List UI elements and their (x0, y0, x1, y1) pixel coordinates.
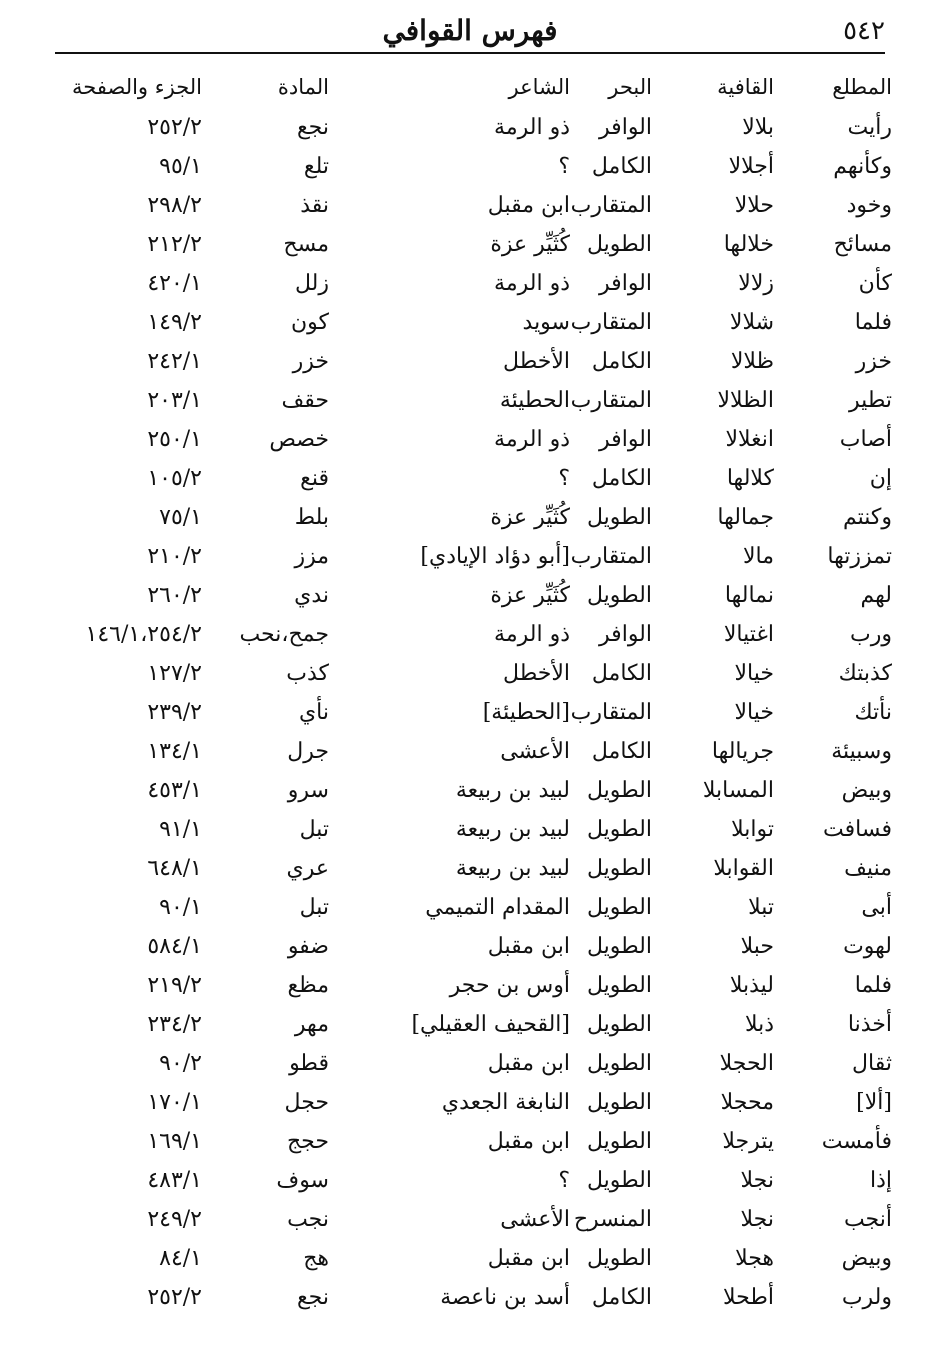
table-row (52, 849, 892, 888)
cell-opening: ولرب (841, 1285, 892, 1310)
cell-poet: الأخطل (503, 661, 570, 686)
cell-meter: الطويل (586, 973, 652, 998)
cell-ref: ٤٨٣/١ (147, 1168, 202, 1193)
cell-root: ندي (294, 583, 329, 608)
cell-poet: ذو الرمة (494, 115, 570, 140)
table-row (52, 810, 892, 849)
cell-opening: كذبتك (838, 661, 892, 686)
cell-rhyme: ذبلا (744, 1012, 774, 1037)
cell-poet: ؟ (558, 466, 570, 491)
cell-meter: الطويل (586, 1246, 652, 1271)
cell-rhyme: جمالها (717, 505, 774, 530)
cell-root: جرل (287, 739, 329, 764)
table-row (52, 1083, 892, 1122)
cell-poet: ذو الرمة (494, 271, 570, 296)
cell-opening: [ألا] (856, 1090, 892, 1115)
table-header-row (52, 66, 892, 108)
cell-root: نجب (287, 1207, 329, 1232)
cell-meter: الطويل (586, 1051, 652, 1076)
cell-ref: ٢١٠/٢ (147, 544, 202, 569)
cell-poet: ؟ (558, 154, 570, 179)
cell-rhyme: المسابلا (702, 778, 774, 803)
cell-ref: ٢١٩/٢ (147, 973, 202, 998)
cell-meter: المتقارب (570, 700, 652, 725)
cell-poet: سويد (522, 310, 570, 335)
cell-root: تبل (299, 817, 329, 842)
cell-ref: ١٢٧/٢ (147, 661, 202, 686)
cell-meter: الوافر (599, 271, 652, 296)
cell-ref: ١٦٩/١ (147, 1129, 202, 1154)
cell-rhyme: بلالا (742, 115, 774, 140)
cell-opening: لهوت (843, 934, 892, 959)
header-opening: المطلع (832, 75, 892, 99)
table-row (52, 615, 892, 654)
table-row (52, 342, 892, 381)
cell-opening: كأن (858, 271, 892, 296)
cell-opening: فأمست (821, 1129, 892, 1154)
cell-meter: الطويل (586, 778, 652, 803)
cell-root: هج (303, 1246, 329, 1271)
cell-opening: إن (869, 466, 892, 491)
cell-root: خصص (269, 427, 329, 452)
cell-rhyme: حبلا (740, 934, 774, 959)
cell-rhyme: خيالا (734, 661, 774, 686)
cell-root: نأي (298, 700, 329, 725)
cell-ref: ٩٠/٢ (159, 1051, 202, 1076)
cell-rhyme: مالا (742, 544, 774, 569)
table-row (52, 1278, 892, 1317)
cell-opening: فلما (854, 310, 892, 335)
cell-ref: ١٣٤/١ (147, 739, 202, 764)
cell-poet: ذو الرمة (494, 622, 570, 647)
table-row (52, 381, 892, 420)
cell-opening: أبى (861, 895, 892, 920)
cell-root: نجع (296, 115, 329, 140)
cell-ref: ٩٠/١ (159, 895, 202, 920)
cell-meter: الكامل (591, 349, 652, 374)
cell-meter: المتقارب (570, 193, 652, 218)
cell-poet: لبيد بن ربيعة (455, 817, 570, 842)
cell-rhyme: ظلالا (730, 349, 774, 374)
cell-poet: ؟ (558, 1168, 570, 1193)
cell-rhyme: خلالها (723, 232, 774, 257)
cell-ref: ٢٩٨/٢ (147, 193, 202, 218)
cell-root: تلع (303, 154, 329, 179)
cell-root: حقف (281, 388, 329, 413)
cell-root: حجل (284, 1090, 329, 1115)
table-row (52, 1200, 892, 1239)
cell-root: مظع (287, 973, 329, 998)
cell-rhyme: هجلا (735, 1246, 774, 1271)
cell-rhyme: نجلا (740, 1207, 774, 1232)
cell-poet: [القحيف العقيلي] (411, 1012, 570, 1037)
cell-meter: الطويل (586, 232, 652, 257)
cell-root: قطو (289, 1051, 329, 1076)
table-row (52, 966, 892, 1005)
cell-ref: ١٤٦/١،٢٥٤/٢ (85, 622, 202, 647)
table-row (52, 420, 892, 459)
cell-opening: ثقال (852, 1051, 892, 1076)
cell-rhyme: أطحلا (723, 1285, 774, 1310)
cell-rhyme: تبلا (748, 895, 774, 920)
cell-meter: المتقارب (570, 544, 652, 569)
cell-poet: ابن مقبل (487, 193, 570, 218)
table-row (52, 147, 892, 186)
cell-meter: المنسرح (573, 1207, 652, 1232)
cell-meter: الطويل (586, 1012, 652, 1037)
cell-poet: الأخطل (503, 349, 570, 374)
table-row (52, 1044, 892, 1083)
cell-meter: الطويل (586, 817, 652, 842)
cell-opening: تطير (849, 388, 892, 413)
cell-meter: الطويل (586, 1168, 652, 1193)
cell-ref: ٨٤/١ (159, 1246, 202, 1271)
cell-meter: الوافر (599, 115, 652, 140)
cell-root: قنع (300, 466, 329, 491)
table-row (52, 732, 892, 771)
header-poet: الشاعر (508, 75, 570, 99)
cell-rhyme: حلالا (734, 193, 774, 218)
table-row (52, 1122, 892, 1161)
table-row (52, 888, 892, 927)
cell-root: سرو (287, 778, 329, 803)
cell-ref: ٢٦٠/٢ (147, 583, 202, 608)
table-row (52, 576, 892, 615)
cell-rhyme: جريالها (711, 739, 774, 764)
table-row (52, 537, 892, 576)
cell-ref: ٧٥/١ (159, 505, 202, 530)
cell-opening: فسافت (823, 817, 892, 842)
table-body (52, 108, 892, 1317)
cell-opening: مسائح (833, 232, 892, 257)
table-row (52, 693, 892, 732)
cell-ref: ٢١٢/٢ (147, 232, 202, 257)
cell-root: بلط (294, 505, 329, 530)
cell-ref: ٢٤٩/٢ (147, 1207, 202, 1232)
cell-meter: الطويل (586, 895, 652, 920)
cell-opening: وبيض (841, 778, 892, 803)
cell-meter: الوافر (599, 622, 652, 647)
cell-poet: [أبو دؤاد الإيادي] (420, 544, 570, 569)
cell-ref: ٢٠٣/١ (147, 388, 202, 413)
cell-rhyme: الظلالا (717, 388, 774, 413)
cell-opening: نأتك (854, 700, 892, 725)
cell-poet: ابن مقبل (487, 1129, 570, 1154)
cell-meter: الكامل (591, 466, 652, 491)
cell-ref: ٢٥٠/١ (147, 427, 202, 452)
table-row (52, 108, 892, 147)
cell-poet: الأعشى (500, 739, 570, 764)
cell-poet: لبيد بن ربيعة (455, 856, 570, 881)
cell-poet: المقدام التميمي (425, 895, 570, 920)
cell-rhyme: نجلا (740, 1168, 774, 1193)
cell-rhyme: خيالا (734, 700, 774, 725)
cell-poet: كُثَيِّر عزة (490, 583, 570, 608)
cell-poet: الأعشى (500, 1207, 570, 1232)
header-root: المادة (277, 75, 329, 99)
cell-ref: ٥٨٤/١ (147, 934, 202, 959)
cell-root: كذب (286, 661, 329, 686)
table-row (52, 771, 892, 810)
cell-opening: خزر (855, 349, 892, 374)
cell-rhyme: زلالا (738, 271, 774, 296)
cell-opening: رأيت (847, 115, 892, 140)
cell-meter: الطويل (586, 934, 652, 959)
cell-root: جمح،نحب (239, 622, 329, 647)
table-row (52, 264, 892, 303)
header-rhyme: القافية (717, 75, 774, 99)
table-row (52, 927, 892, 966)
cell-poet: النابغة الجعدي (441, 1090, 570, 1115)
cell-root: مهر (294, 1012, 329, 1037)
cell-ref: ٩١/١ (159, 817, 202, 842)
cell-meter: الوافر (599, 427, 652, 452)
cell-root: كون (291, 310, 329, 335)
cell-ref: ٦٤٨/١ (147, 856, 202, 881)
cell-root: حجج (286, 1129, 329, 1154)
table-row (52, 303, 892, 342)
table-row (52, 1239, 892, 1278)
cell-meter: الطويل (586, 1129, 652, 1154)
cell-rhyme: نمالها (724, 583, 774, 608)
cell-ref: ٤٥٣/١ (147, 778, 202, 803)
cell-root: تبل (299, 895, 329, 920)
cell-meter: الكامل (591, 154, 652, 179)
cell-ref: ١٤٩/٢ (147, 310, 202, 335)
rhyme-index-table (52, 66, 892, 1317)
cell-opening: أصاب (839, 427, 892, 452)
cell-meter: الكامل (591, 1285, 652, 1310)
cell-opening: أخذنا (847, 1012, 892, 1037)
cell-opening: لهم (860, 583, 892, 608)
cell-rhyme: توابلا (731, 817, 774, 842)
cell-ref: ٢٥٢/٢ (147, 115, 202, 140)
cell-ref: ٩٥/١ (159, 154, 202, 179)
cell-ref: ١٧٠/١ (147, 1090, 202, 1115)
cell-meter: الكامل (591, 661, 652, 686)
cell-root: مزز (294, 544, 329, 569)
cell-opening: وخود (846, 193, 892, 218)
cell-root: خزر (292, 349, 329, 374)
cell-poet: ابن مقبل (487, 934, 570, 959)
cell-meter: الطويل (586, 856, 652, 881)
cell-meter: المتقارب (570, 310, 652, 335)
cell-opening: إذا (869, 1168, 892, 1193)
cell-opening: منيف (844, 856, 892, 881)
cell-poet: لبيد بن ربيعة (455, 778, 570, 803)
cell-root: مسح (283, 232, 329, 257)
cell-rhyme: أجلالا (728, 154, 774, 179)
cell-poet: أسد بن ناعصة (440, 1285, 570, 1310)
cell-poet: [الحطيئة] (482, 700, 570, 725)
cell-root: زلل (295, 271, 329, 296)
cell-root: سوف (276, 1168, 329, 1193)
table-row (52, 459, 892, 498)
cell-poet: ذو الرمة (494, 427, 570, 452)
table-row (52, 654, 892, 693)
cell-opening: وبيض (841, 1246, 892, 1271)
cell-poet: كُثَيِّر عزة (490, 505, 570, 530)
cell-ref: ٤٢٠/١ (147, 271, 202, 296)
table-row (52, 1005, 892, 1044)
cell-rhyme: شلالا (729, 310, 774, 335)
cell-poet: ابن مقبل (487, 1246, 570, 1271)
cell-meter: الكامل (591, 739, 652, 764)
cell-root: عري (286, 856, 329, 881)
page-header (55, 10, 885, 54)
cell-rhyme: كلالها (726, 466, 774, 491)
table-row (52, 1161, 892, 1200)
cell-root: ضفو (287, 934, 329, 959)
cell-opening: وكأنهم (833, 154, 892, 179)
cell-opening: وكنتم (842, 505, 892, 530)
header-meter: البحر (608, 75, 652, 99)
cell-rhyme: محجلا (720, 1090, 774, 1115)
cell-meter: المتقارب (570, 388, 652, 413)
cell-ref: ٢٥٢/٢ (147, 1285, 202, 1310)
cell-opening: ورب (850, 622, 892, 647)
cell-rhyme: ليذبلا (729, 973, 774, 998)
cell-opening: وسبيئة (831, 739, 892, 764)
cell-ref: ٢٤٢/١ (147, 349, 202, 374)
cell-poet: ابن مقبل (487, 1051, 570, 1076)
cell-meter: الطويل (586, 505, 652, 530)
cell-ref: ٢٣٩/٢ (147, 700, 202, 725)
cell-rhyme: القوابلا (713, 856, 774, 881)
header-ref: الجزء والصفحة (72, 75, 202, 99)
cell-rhyme: اغتيالا (723, 622, 774, 647)
cell-rhyme: انغلالا (725, 427, 774, 452)
cell-poet: كُثَيِّر عزة (490, 232, 570, 257)
table-row (52, 186, 892, 225)
cell-opening: أنجب (843, 1207, 892, 1232)
cell-rhyme: الحجلا (719, 1051, 774, 1076)
cell-meter: الطويل (586, 1090, 652, 1115)
cell-opening: تمززتها (827, 544, 892, 569)
cell-poet: أوس بن حجر (449, 973, 570, 998)
cell-ref: ٢٣٤/٢ (147, 1012, 202, 1037)
cell-meter: الطويل (586, 583, 652, 608)
page-title: فهرس القوافي (382, 14, 558, 47)
cell-opening: فلما (854, 973, 892, 998)
cell-poet: الحطيئة (499, 388, 570, 413)
table-row (52, 498, 892, 537)
cell-root: نجع (296, 1285, 329, 1310)
cell-rhyme: يترجلا (722, 1129, 774, 1154)
table-row (52, 225, 892, 264)
page-number: ٥٤٢ (843, 16, 885, 46)
cell-ref: ١٠٥/٢ (147, 466, 202, 491)
cell-root: نقذ (300, 193, 329, 218)
